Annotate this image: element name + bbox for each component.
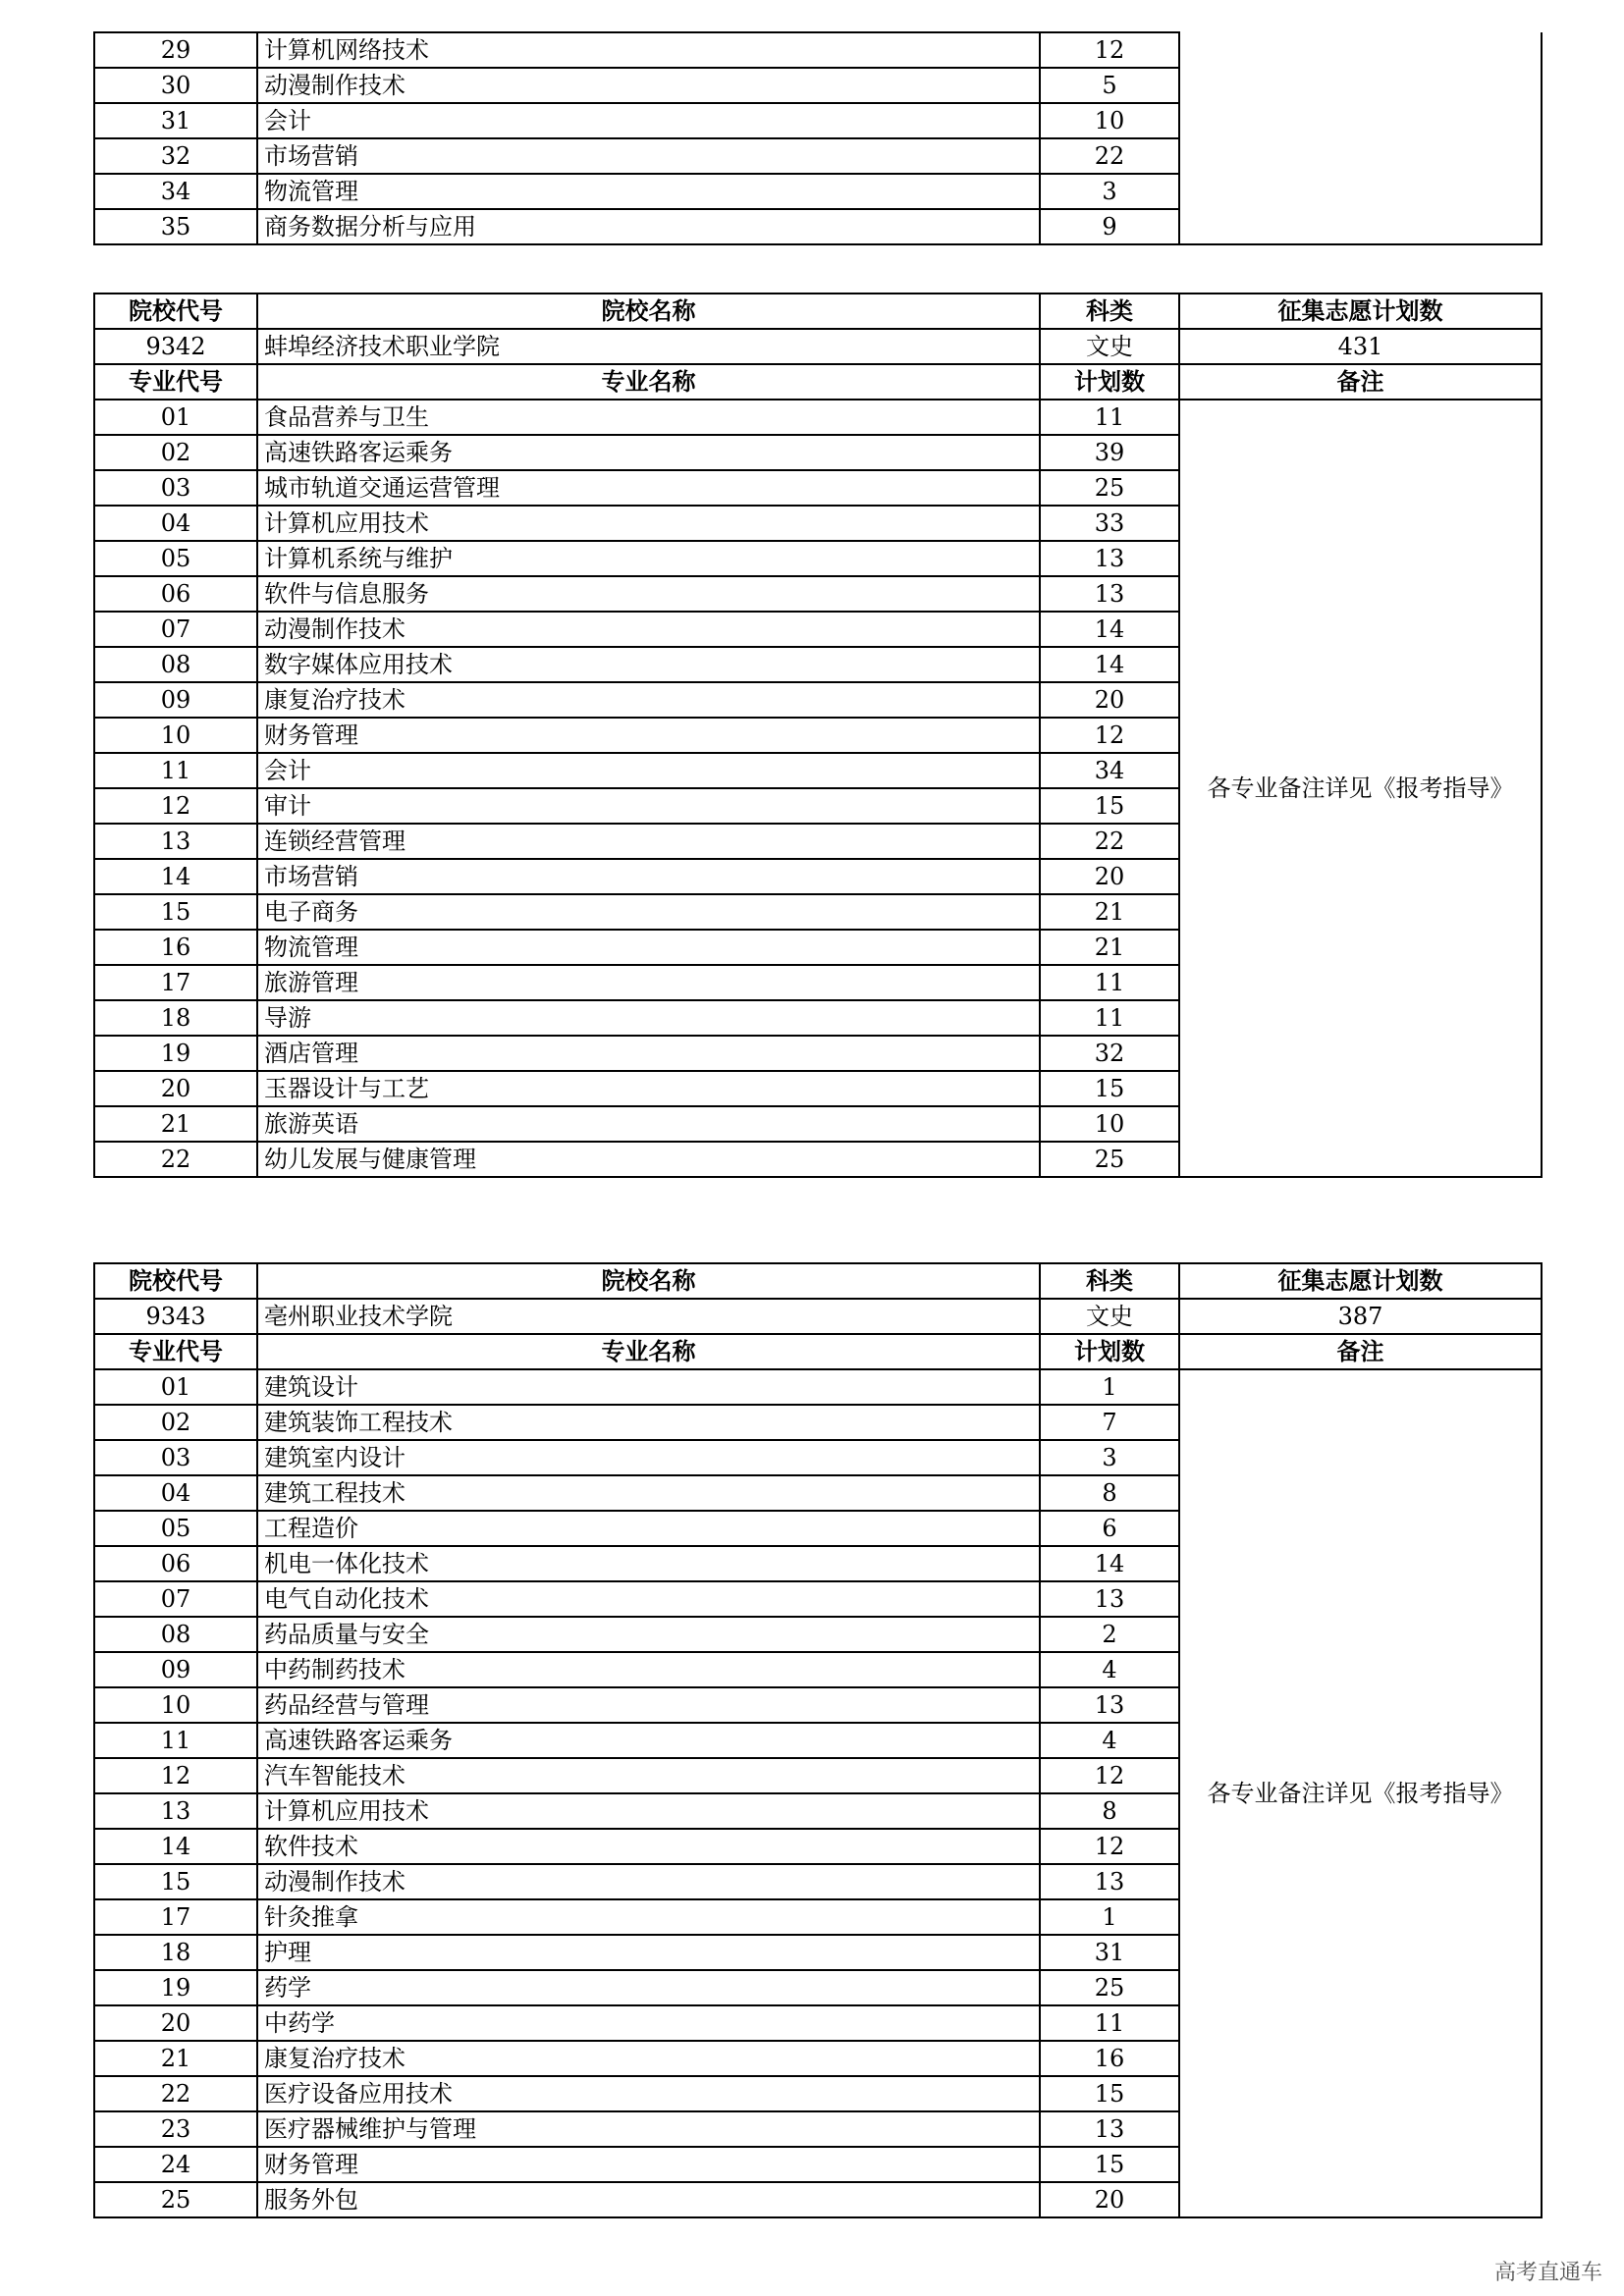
major-code: 16	[94, 930, 257, 965]
header-school-name: 院校名称	[257, 1263, 1040, 1299]
major-code: 04	[94, 506, 257, 541]
major-code: 23	[94, 2111, 257, 2147]
major-code: 05	[94, 1511, 257, 1546]
blank-cell	[1179, 174, 1542, 209]
major-code: 04	[94, 1475, 257, 1511]
major-plan-count: 1	[1040, 1369, 1179, 1405]
major-plan-count: 1	[1040, 1899, 1179, 1935]
major-plan-count: 7	[1040, 1405, 1179, 1440]
header-plan-total: 征集志愿计划数	[1179, 1263, 1542, 1299]
header-remark: 备注	[1179, 1334, 1542, 1369]
major-plan-count: 6	[1040, 1511, 1179, 1546]
major-plan-count: 31	[1040, 1935, 1179, 1970]
major-plan-count: 12	[1040, 1829, 1179, 1864]
major-code: 21	[94, 2041, 257, 2076]
major-name: 会计	[257, 753, 1040, 788]
major-code: 35	[94, 209, 257, 244]
major-plan-count: 5	[1040, 68, 1179, 103]
major-name: 高速铁路客运乘务	[257, 435, 1040, 470]
major-code: 03	[94, 1440, 257, 1475]
major-name: 康复治疗技术	[257, 2041, 1040, 2076]
major-name: 城市轨道交通运营管理	[257, 470, 1040, 506]
major-name: 汽车智能技术	[257, 1758, 1040, 1793]
major-name: 旅游英语	[257, 1106, 1040, 1142]
major-plan-count: 22	[1040, 824, 1179, 859]
major-name: 高速铁路客运乘务	[257, 1723, 1040, 1758]
school-header-row	[94, 294, 1542, 329]
major-plan-count: 15	[1040, 788, 1179, 824]
major-row	[94, 400, 1542, 435]
major-name: 物流管理	[257, 174, 1040, 209]
major-code: 09	[94, 1652, 257, 1687]
major-name: 建筑装饰工程技术	[257, 1405, 1040, 1440]
header-school-name: 院校名称	[257, 294, 1040, 329]
major-plan-count: 2	[1040, 1617, 1179, 1652]
major-plan-count: 9	[1040, 209, 1179, 244]
major-name: 工程造价	[257, 1511, 1040, 1546]
major-name: 会计	[257, 103, 1040, 138]
header-school-code: 院校代号	[94, 1263, 257, 1299]
major-name: 药品质量与安全	[257, 1617, 1040, 1652]
major-name: 电气自动化技术	[257, 1581, 1040, 1617]
school-info-row	[94, 1299, 1542, 1334]
header-remark: 备注	[1179, 364, 1542, 400]
major-code: 34	[94, 174, 257, 209]
major-plan-count: 14	[1040, 647, 1179, 682]
header-category: 科类	[1040, 294, 1179, 329]
major-name: 计算机系统与维护	[257, 541, 1040, 576]
major-code: 19	[94, 1970, 257, 2005]
major-rows	[94, 400, 1542, 1177]
school-info-row	[94, 329, 1542, 364]
major-plan-count: 22	[1040, 138, 1179, 174]
major-plan-count: 25	[1040, 1970, 1179, 2005]
major-code: 10	[94, 1687, 257, 1723]
major-plan-count: 13	[1040, 541, 1179, 576]
major-code: 17	[94, 1899, 257, 1935]
major-name: 市场营销	[257, 138, 1040, 174]
major-plan-count: 8	[1040, 1475, 1179, 1511]
school-plan-total: 387	[1179, 1299, 1542, 1334]
major-code: 20	[94, 1071, 257, 1106]
major-code: 05	[94, 541, 257, 576]
major-plan-count: 10	[1040, 1106, 1179, 1142]
major-plan-count: 11	[1040, 965, 1179, 1000]
major-row	[94, 209, 1542, 244]
major-plan-count: 13	[1040, 1581, 1179, 1617]
major-name: 康复治疗技术	[257, 682, 1040, 718]
major-name: 审计	[257, 788, 1040, 824]
major-remark: 各专业备注详见《报考指导》	[1179, 1369, 1542, 2217]
major-row	[94, 32, 1542, 68]
major-name: 机电一体化技术	[257, 1546, 1040, 1581]
major-name: 中药制药技术	[257, 1652, 1040, 1687]
major-name: 数字媒体应用技术	[257, 647, 1040, 682]
blank-cell	[1179, 68, 1542, 103]
major-code: 08	[94, 1617, 257, 1652]
watermark: 高考直通车	[1493, 2261, 1602, 2285]
header-major-name: 专业名称	[257, 1334, 1040, 1369]
major-code: 32	[94, 138, 257, 174]
major-row	[94, 1369, 1542, 1405]
major-code: 18	[94, 1000, 257, 1036]
major-plan-count: 12	[1040, 32, 1179, 68]
major-name: 计算机应用技术	[257, 506, 1040, 541]
major-name: 护理	[257, 1935, 1040, 1970]
major-name: 软件与信息服务	[257, 576, 1040, 612]
major-plan-count: 8	[1040, 1793, 1179, 1829]
major-plan-count: 20	[1040, 682, 1179, 718]
major-name: 旅游管理	[257, 965, 1040, 1000]
major-code: 22	[94, 2076, 257, 2111]
major-code: 01	[94, 1369, 257, 1405]
major-name: 医疗器械维护与管理	[257, 2111, 1040, 2147]
header-plan-total: 征集志愿计划数	[1179, 294, 1542, 329]
blank-cell	[1179, 32, 1542, 68]
header-major-code: 专业代号	[94, 364, 257, 400]
major-plan-count: 12	[1040, 1758, 1179, 1793]
major-name: 玉器设计与工艺	[257, 1071, 1040, 1106]
major-name: 物流管理	[257, 930, 1040, 965]
major-plan-count: 20	[1040, 2182, 1179, 2217]
major-code: 20	[94, 2005, 257, 2041]
major-plan-count: 11	[1040, 2005, 1179, 2041]
major-name: 针灸推拿	[257, 1899, 1040, 1935]
major-code: 15	[94, 894, 257, 930]
major-code: 24	[94, 2147, 257, 2182]
major-plan-count: 16	[1040, 2041, 1179, 2076]
major-plan-count: 14	[1040, 612, 1179, 647]
major-name: 软件技术	[257, 1829, 1040, 1864]
major-code: 15	[94, 1864, 257, 1899]
major-row	[94, 174, 1542, 209]
major-code: 13	[94, 1793, 257, 1829]
major-plan-count: 13	[1040, 576, 1179, 612]
major-code: 21	[94, 1106, 257, 1142]
major-code: 19	[94, 1036, 257, 1071]
major-code: 30	[94, 68, 257, 103]
major-plan-count: 4	[1040, 1652, 1179, 1687]
major-plan-count: 15	[1040, 1071, 1179, 1106]
major-name: 服务外包	[257, 2182, 1040, 2217]
major-code: 06	[94, 1546, 257, 1581]
major-name: 计算机应用技术	[257, 1793, 1040, 1829]
major-plan-count: 39	[1040, 435, 1179, 470]
major-remark: 各专业备注详见《报考指导》	[1179, 400, 1542, 1177]
major-code: 18	[94, 1935, 257, 1970]
school-table-9343	[93, 1262, 1543, 2218]
blank-cell	[1179, 103, 1542, 138]
major-code: 08	[94, 647, 257, 682]
blank-cell	[1179, 209, 1542, 244]
major-plan-count: 21	[1040, 894, 1179, 930]
school-header-row	[94, 1263, 1542, 1299]
major-plan-count: 25	[1040, 470, 1179, 506]
major-code: 12	[94, 788, 257, 824]
major-plan-count: 33	[1040, 506, 1179, 541]
major-rows	[94, 1369, 1542, 2217]
major-plan-count: 34	[1040, 753, 1179, 788]
major-plan-count: 10	[1040, 103, 1179, 138]
major-header-row	[94, 364, 1542, 400]
major-name: 连锁经营管理	[257, 824, 1040, 859]
major-name: 医疗设备应用技术	[257, 2076, 1040, 2111]
blank-cell	[1179, 138, 1542, 174]
major-code: 10	[94, 718, 257, 753]
major-name: 幼儿发展与健康管理	[257, 1142, 1040, 1177]
major-plan-count: 13	[1040, 2111, 1179, 2147]
major-name: 动漫制作技术	[257, 1864, 1040, 1899]
header-major-code: 专业代号	[94, 1334, 257, 1369]
school-category: 文史	[1040, 329, 1179, 364]
header-plan-count: 计划数	[1040, 1334, 1179, 1369]
major-row	[94, 138, 1542, 174]
major-name: 动漫制作技术	[257, 68, 1040, 103]
major-plan-count: 32	[1040, 1036, 1179, 1071]
major-code: 09	[94, 682, 257, 718]
header-major-name: 专业名称	[257, 364, 1040, 400]
major-code: 22	[94, 1142, 257, 1177]
header-category: 科类	[1040, 1263, 1179, 1299]
major-name: 中药学	[257, 2005, 1040, 2041]
major-code: 02	[94, 435, 257, 470]
major-plan-count: 20	[1040, 859, 1179, 894]
major-name: 动漫制作技术	[257, 612, 1040, 647]
major-code: 03	[94, 470, 257, 506]
major-plan-count: 3	[1040, 174, 1179, 209]
major-code: 11	[94, 1723, 257, 1758]
major-name: 计算机网络技术	[257, 32, 1040, 68]
major-name: 建筑工程技术	[257, 1475, 1040, 1511]
major-name: 药品经营与管理	[257, 1687, 1040, 1723]
header-plan-count: 计划数	[1040, 364, 1179, 400]
major-plan-count: 3	[1040, 1440, 1179, 1475]
major-plan-count: 25	[1040, 1142, 1179, 1177]
major-plan-count: 13	[1040, 1687, 1179, 1723]
major-name: 酒店管理	[257, 1036, 1040, 1071]
major-name: 电子商务	[257, 894, 1040, 930]
major-name: 财务管理	[257, 718, 1040, 753]
major-code: 14	[94, 1829, 257, 1864]
major-code: 13	[94, 824, 257, 859]
major-plan-count: 11	[1040, 1000, 1179, 1036]
school-plan-total: 431	[1179, 329, 1542, 364]
major-row	[94, 68, 1542, 103]
major-code: 01	[94, 400, 257, 435]
major-plan-count: 13	[1040, 1864, 1179, 1899]
major-plan-count: 12	[1040, 718, 1179, 753]
top-fragment-table	[93, 31, 1543, 245]
major-name: 食品营养与卫生	[257, 400, 1040, 435]
major-code: 29	[94, 32, 257, 68]
major-name: 商务数据分析与应用	[257, 209, 1040, 244]
major-name: 药学	[257, 1970, 1040, 2005]
school-code: 9343	[94, 1299, 257, 1334]
major-code: 17	[94, 965, 257, 1000]
major-code: 02	[94, 1405, 257, 1440]
major-name: 财务管理	[257, 2147, 1040, 2182]
major-code: 25	[94, 2182, 257, 2217]
major-plan-count: 4	[1040, 1723, 1179, 1758]
major-plan-count: 14	[1040, 1546, 1179, 1581]
major-code: 31	[94, 103, 257, 138]
top-fragment-body	[94, 32, 1542, 244]
major-plan-count: 15	[1040, 2076, 1179, 2111]
major-name: 市场营销	[257, 859, 1040, 894]
major-name: 建筑室内设计	[257, 1440, 1040, 1475]
major-code: 14	[94, 859, 257, 894]
major-header-row	[94, 1334, 1542, 1369]
school-name: 蚌埠经济技术职业学院	[257, 329, 1040, 364]
major-plan-count: 11	[1040, 400, 1179, 435]
major-plan-count: 15	[1040, 2147, 1179, 2182]
major-code: 07	[94, 612, 257, 647]
school-name: 亳州职业技术学院	[257, 1299, 1040, 1334]
header-school-code: 院校代号	[94, 294, 257, 329]
major-code: 06	[94, 576, 257, 612]
major-code: 12	[94, 1758, 257, 1793]
major-name: 建筑设计	[257, 1369, 1040, 1405]
major-code: 11	[94, 753, 257, 788]
major-plan-count: 21	[1040, 930, 1179, 965]
school-table-9342	[93, 293, 1543, 1178]
school-code: 9342	[94, 329, 257, 364]
major-row	[94, 103, 1542, 138]
major-code: 07	[94, 1581, 257, 1617]
major-name: 导游	[257, 1000, 1040, 1036]
school-category: 文史	[1040, 1299, 1179, 1334]
